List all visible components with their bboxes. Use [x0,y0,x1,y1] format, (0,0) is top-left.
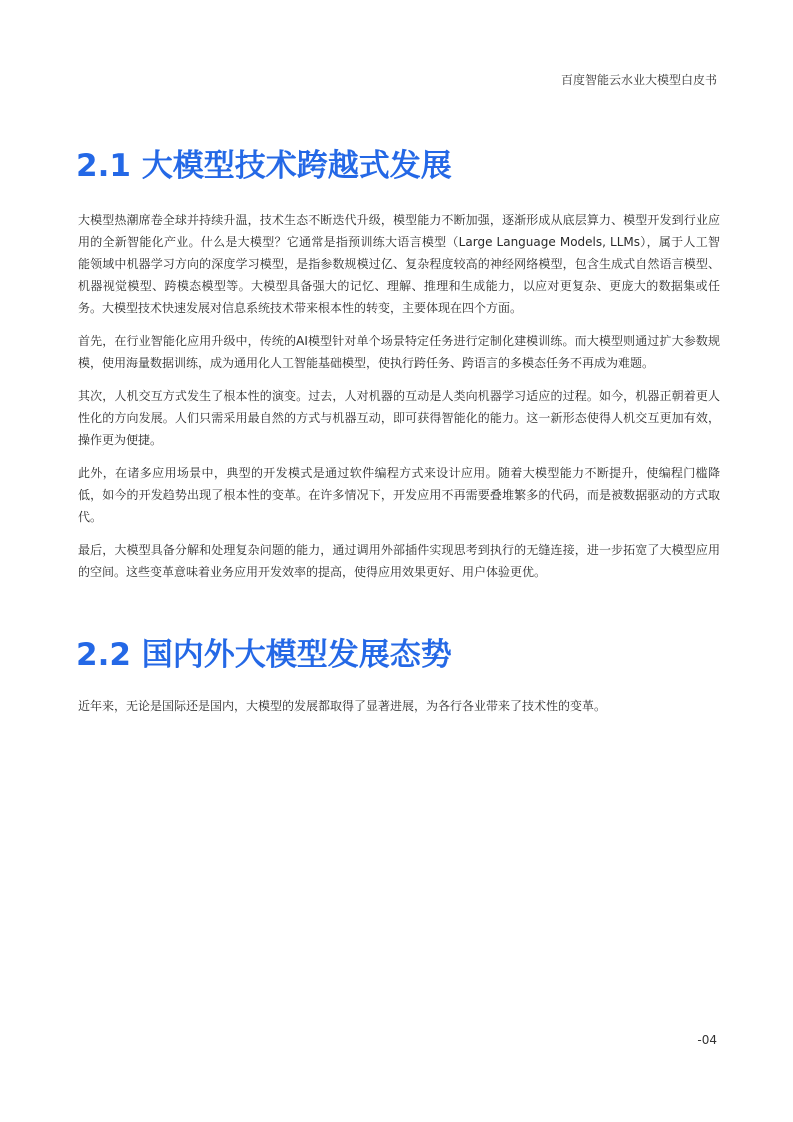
paragraph: 其次，人机交互方式发生了根本性的演变。过去，人对机器的互动是人类向机器学习适应的过程。如今，机器正朝着更人性化的方向发展。人们只需采用最自然的方式与机器互动，即可获得智能化的能力。这一新形态使得人机交互更加有效，操作更为便捷。 [78,389,720,447]
section-body [78,695,720,728]
paragraph: 最后，大模型具备分解和处理复杂问题的能力，通过调用外部插件实现思考到执行的无缝连接，进一步拓宽了大模型应用的空间。这些变革意味着业务应用开发效率的提高，使得应用效果更好、用户体验更优。 [78,543,720,579]
paragraph: 此外，在诸多应用场景中，典型的开发模式是通过软件编程方式来设计应用。随着大模型能力不断提升，使编程门槛降低，如今的开发趋势出现了根本性的变革。在许多情况下，开发应用不再需要叠堆繁多的代码，而是被数据驱动的方式取代。 [78,466,720,524]
section-title: 2.1 大模型技术跨越式发展 [76,148,452,184]
paragraph: 大模型热潮席卷全球并持续升温，技术生态不断迭代升级，模型能力不断加强，逐渐形成从底层算力、模型开发到行业应用的全新智能化产业。什么是大模型？它通常是指预训练大语言模型（Large Language Models, LLMs），属于人工智能领域中机器学习方向的深度学习模型，是指参数规模过亿、复杂程度较高的神经网络模型，包含生成式自然语言模型、机器视觉模型、跨模态模型等。大模型具备强大的记忆、理解、推理和生成能力，以应对更复杂、更庞大的数据集或任务。大模型技术快速发展对信息系统技术带来根本性的转变，主要体现在四个方面。 [78,213,720,315]
page-header-doc-title: 百度智能云水业大模型白皮书 [560,73,717,87]
paragraph: 近年来，无论是国际还是国内，大模型的发展都取得了显著进展，为各行各业带来了技术性的变革。 [78,699,607,713]
paragraph: 首先，在行业智能化应用升级中，传统的AI模型针对单个场景特定任务进行定制化建模训练。而大模型则通过扩大参数规模，使用海量数据训练，成为通用化人工智能基础模型，使执行跨任务、跨语言的多模态任务不再成为难题。 [78,334,720,370]
section-title: 2.2 国内外大模型发展态势 [76,637,452,673]
page-number: -04 [697,1033,717,1047]
section-body [78,209,720,594]
